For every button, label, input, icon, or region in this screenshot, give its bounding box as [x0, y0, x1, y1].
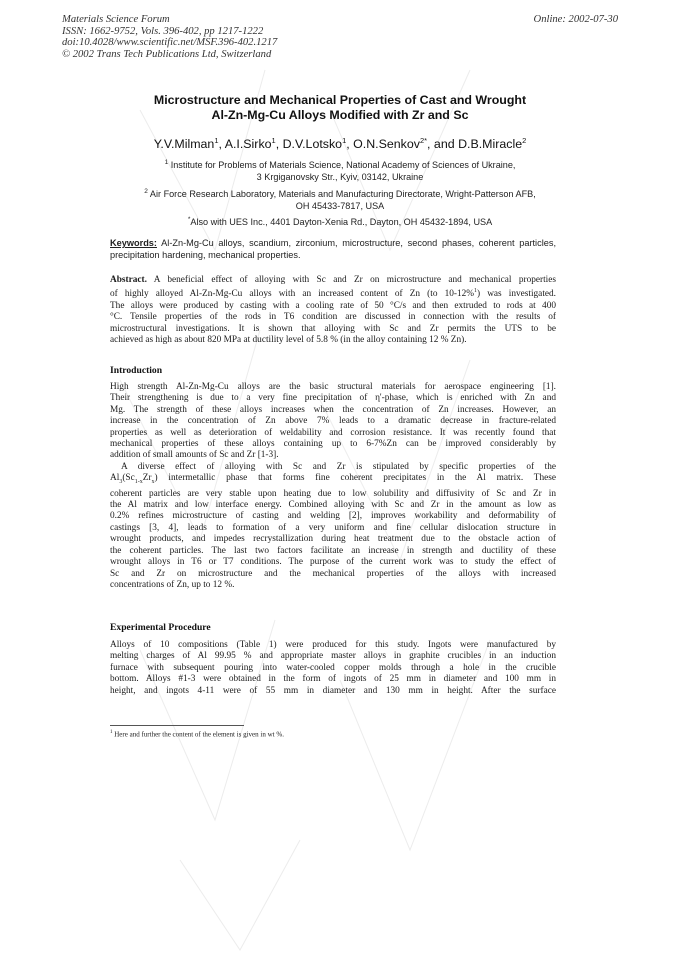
text-line: furnace with subsequent pouring into water-cooled copper molds through a hole in the crucible: [110, 662, 556, 673]
author-affiliation-mark: 1: [342, 136, 347, 145]
footnote-mark: 1: [110, 730, 113, 735]
abstract-line: The alloys were produced by casting with a cooling rate of 50 °C/s and then extruded to rods at 400: [110, 300, 556, 311]
text-line: increase in the concentration of Zn above 7% leads to a dramatic decrease in fracture-related: [110, 416, 556, 427]
author-name: O.N.Senkov: [353, 137, 420, 152]
text-line: mechanical properties of these alloys containing up to 6-7%Zn can be improved considerably by: [110, 439, 556, 450]
title-line-2: Al-Zn-Mg-Cu Alloys Modified with Zr and Sc: [211, 108, 469, 122]
author-affiliation-mark: 2: [522, 136, 527, 145]
section-heading-experimental: Experimental Procedure: [110, 622, 211, 633]
author-name: Y.V.Milman: [153, 137, 215, 152]
affiliation-text: 3 Krgiganovsky Str., Kyiv, 03142, Ukraine: [256, 171, 424, 182]
abstract-line: microstructural investigations. It is shown that alloying with Sc and Zr permits the UTS to be: [110, 323, 556, 334]
text-line: the coherent particles. The last two factors facilitate an increase in strength and ductility of these: [110, 545, 556, 556]
copyright-line: © 2002 Trans Tech Publications Ltd, Switzerland: [62, 49, 272, 61]
footnote-divider: [110, 725, 244, 726]
text-line: bottom. Alloys #1-3 were obtained in the form of ingots of 25 mm in diameter and 100 mm in: [110, 674, 556, 685]
text-line: Mg. The strength of these alloys increases when the concentration of Zn increases. However, an: [110, 404, 556, 415]
abstract-line: Abstract. A beneficial effect of alloying with Sc and Zr on microstructure and mechanical properties: [110, 275, 557, 285]
text-line: wrought products, and impedes recrystallization during heat treatment due to the obstacle action of: [110, 534, 556, 545]
affiliation-mark: 1: [164, 159, 169, 166]
text-line: properties as well as deterioration of weldability and corrosion resistance. It was recently found that: [110, 427, 556, 438]
paper-title: [62, 93, 618, 123]
affiliation-text: Air Force Research Laboratory, Materials and Manufacturing Directorate, Wright-Patterson AFB,: [149, 189, 536, 200]
text-line: 0.2% refines microstructure of casting and welding [2], improves workability and deformability of: [110, 511, 556, 522]
footnote-ref: 1: [474, 288, 477, 295]
text-line: addition of small amounts of Sc and Zr [1-3].: [110, 450, 279, 461]
text-line: Their strengthening is due to a very fine precipitation of η'-phase, which is enriched with Zn and: [110, 393, 556, 404]
issn-line: ISSN: 1662-9752, Vols. 396-402, pp 1217-1222: [62, 25, 264, 37]
doi-line[interactable]: doi:10.4028/www.scientific.net/MSF.396-402.1217: [62, 37, 278, 49]
affiliation-text: Also with UES Inc., 4401 Dayton-Xenia Rd., Dayton, OH 45432-1894, USA: [190, 217, 493, 228]
author-name: A.I.Sirko: [224, 137, 272, 152]
text-line: the Al matrix and low interface energy. Combined alloying with Sc and Zr in the amount as low as: [110, 500, 556, 511]
abstract-line: of highly alloyed Al-Zn-Mg-Cu alloys with an increased content of Zn (to 10-12%$^1$) was investigated.: [110, 288, 556, 300]
abstract-line: °C. Tensile properties of the rods in T6 condition are discussed in connection with the results of: [110, 312, 556, 323]
text-line: High strength Al-Zn-Mg-Cu alloys are the basic structural materials for aerospace engineering [1].: [110, 382, 556, 392]
author-affiliation-mark: 2*: [419, 136, 428, 145]
affiliation-2: [62, 186, 618, 212]
journal-header: [62, 14, 618, 61]
author-conjunction: and: [433, 137, 455, 152]
abstract: [110, 275, 556, 347]
text-line: A diverse effect of alloying with Sc and Zr is stipulated by specific properties of the: [121, 462, 556, 472]
text-line: wrought alloys in T6 or T7 conditions. The purpose of the current work was to study the effect of: [110, 557, 556, 568]
affiliation-1: [62, 157, 618, 183]
introduction-paragraph-2: [110, 462, 556, 591]
author-list: Y.V.Milman$^1$, A.I.Sirko$^1$, D.V.Lotsko$^1$, O.N.Senkov$^{2*}$, and D.B.Miracle$^2$: [153, 136, 527, 152]
text-line: $Al_3(Sc_{1-x}Zr_x)$ intermetallic phase that forms fine coherent precipitates in the Al matrix. These: [110, 473, 556, 486]
author-affiliation-mark: 1: [271, 136, 276, 145]
text-line: melting charges of Al 99.95 % and appropriate master alloys in graphite crucibles in an induction: [110, 651, 556, 662]
affiliation-3: [62, 214, 618, 229]
affiliation-mark: 2: [144, 188, 148, 195]
text-line: castings [3, 4], leads to formation of a very uniform and fine cellular dislocation structure in: [110, 522, 556, 533]
affiliation-text: Institute for Problems of Materials Science, National Academy of Sciences of Ukraine,: [170, 160, 516, 171]
text-line: Alloys of 10 compositions (Table 1) were produced for this study. Ingots were manufactured by: [110, 640, 556, 650]
text-line: height, and ingots 4-11 were of 55 mm in diameter and 130 mm in height. After the surface: [110, 685, 556, 696]
keywords-label: Keywords:: [110, 238, 157, 248]
online-date: Online: 2002-07-30: [533, 14, 618, 25]
author-affiliation-mark: 1: [214, 136, 219, 145]
journal-name: Materials Science Forum: [62, 14, 170, 25]
text-line: concentrations of Zn, up to 12 %.: [110, 579, 235, 590]
author-name: D.B.Miracle: [458, 137, 523, 152]
introduction-paragraph-1: [110, 382, 556, 462]
abstract-line: achieved as high as about 820 MPa at ductility level of 5.8 % (in the alloy containing 12 % Zn).: [110, 335, 467, 346]
text-line: Sc and Zr on microstructure and the mechanical properties of the alloys with increased: [110, 568, 556, 579]
keywords-text: Al-Zn-Mg-Cu alloys, scandium, zirconium, microstructure, second phases, coherent particles, precipitation hardening, mechanical properties.: [110, 238, 556, 260]
title-line-1: Microstructure and Mechanical Properties of Cast and Wrought: [153, 93, 527, 107]
experimental-paragraph: [110, 640, 556, 697]
keywords-block: [110, 238, 556, 262]
section-heading-introduction: Introduction: [110, 365, 163, 376]
footnote-text: Here and further the content of the element is given in wt %.: [114, 730, 284, 739]
abstract-label: Abstract.: [110, 275, 147, 285]
affiliation-text: OH 45433-7817, USA: [295, 200, 385, 211]
author-name: D.V.Lotsko: [282, 137, 343, 152]
text-line: coherent particles are very stable upon heating due to low solubility and diffusivity of Sc and Zr in: [110, 488, 556, 499]
affiliation-mark: *: [187, 216, 191, 223]
footnote: [110, 730, 284, 738]
